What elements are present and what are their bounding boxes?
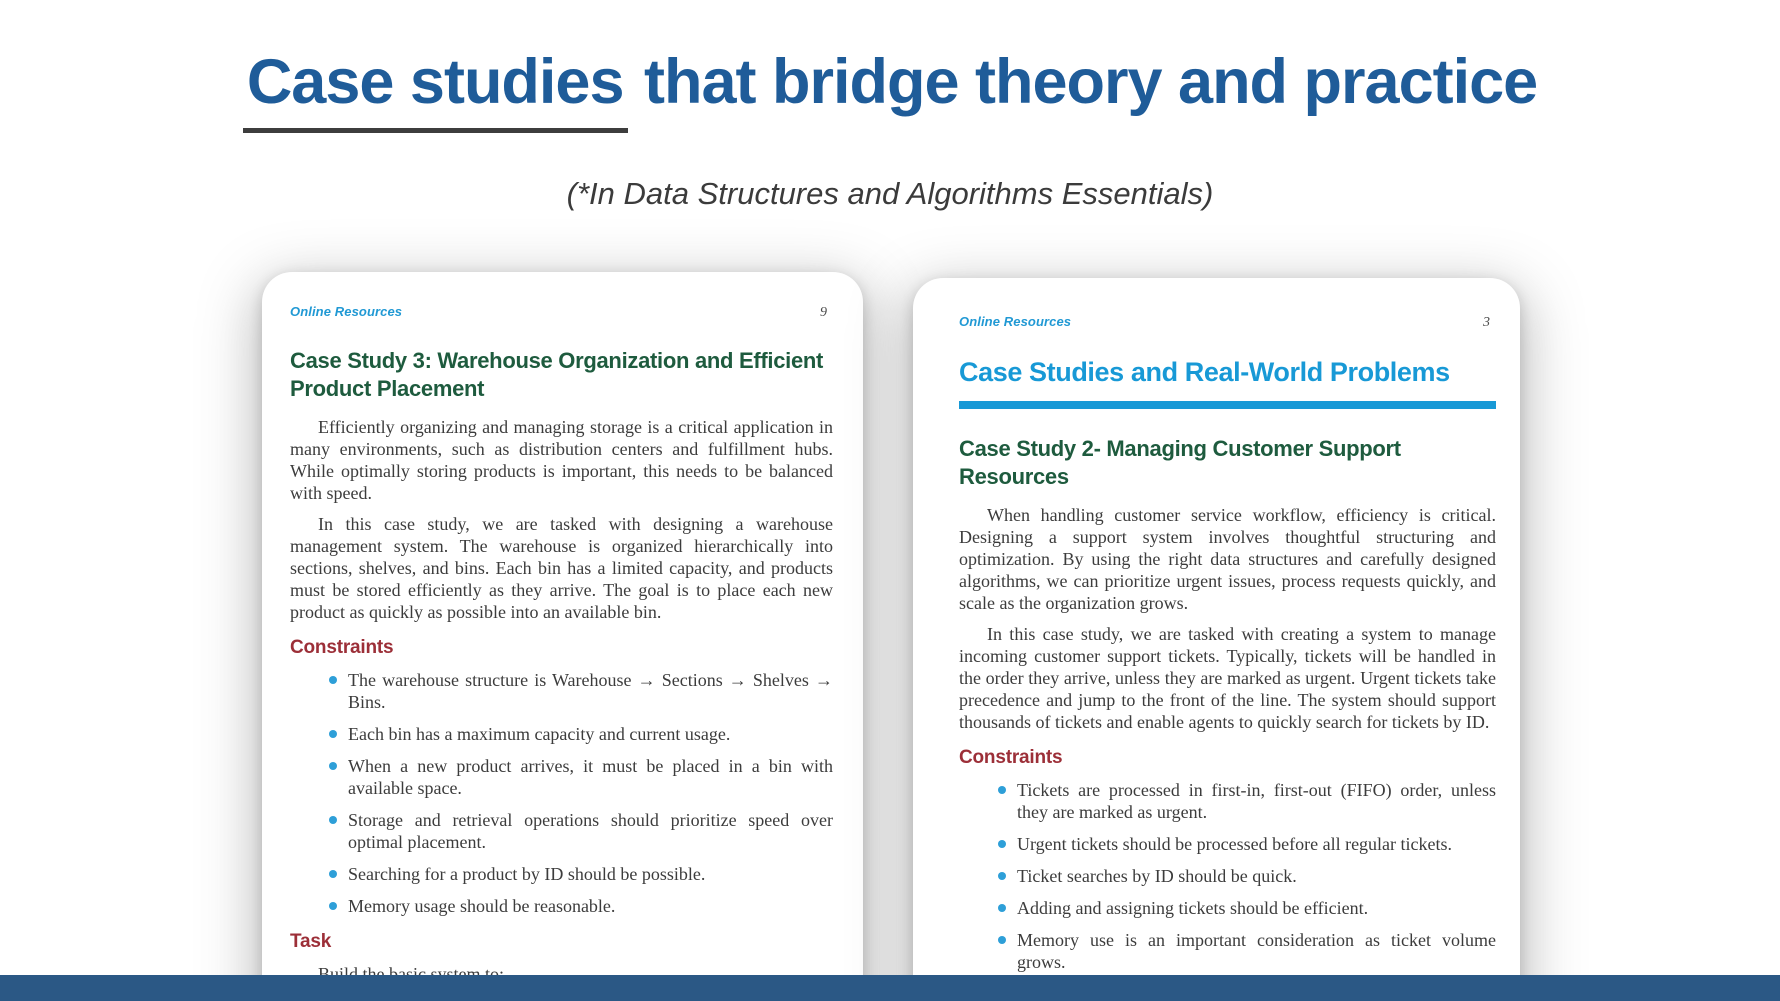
bullet-dot-icon [329, 816, 337, 824]
page-header [959, 314, 1496, 331]
book-page-left [262, 272, 863, 1001]
bullet-dot-icon [998, 840, 1006, 848]
book-page-right [913, 278, 1520, 1001]
body-text [290, 416, 833, 623]
bullet-dot-icon [998, 936, 1006, 944]
list-item [348, 863, 833, 885]
page-number: 3 [1483, 315, 1490, 330]
case-study-heading: Case Study 3: Warehouse Organization and Efficient Product Placement [290, 348, 824, 402]
list-item-text: Tickets are processed in first-in, first-out (FIFO) order, unless they are marked as urgent. [1017, 780, 1496, 823]
page-header [290, 304, 833, 321]
paragraph: In this case study, we are tasked with designing a warehouse management system. The warehouse is organized hierarchically into sections, shelves, and bins. Each bin has a limited capacity, and products must be stored efficiently as they arrive. The goal is to place each new product as quickly as possible into an available bin. [290, 514, 833, 623]
list-item [348, 723, 833, 745]
list-item [348, 895, 833, 917]
slide-title [0, 46, 1780, 133]
list-item-text: Storage and retrieval operations should prioritize speed over optimal placement. [348, 810, 833, 853]
list-item-text: The warehouse structure is Warehouse → Sections → Shelves → Bins. [348, 670, 833, 713]
list-item-text: Each bin has a maximum capacity and current usage. [348, 724, 731, 745]
list-item [348, 669, 833, 713]
paragraph: When handling customer service workflow, efficiency is critical. Designing a support system involves thoughtful structuring and optimization. By using the right data structures and carefully designed algorithms, we can prioritize urgent issues, process requests quickly, and scale as the organization grows. [959, 505, 1496, 614]
list-item [1017, 865, 1496, 887]
bullet-dot-icon [329, 762, 337, 770]
list-item-text: Searching for a product by ID should be possible. [348, 864, 706, 885]
running-head: Online Resources [290, 304, 403, 319]
constraints-heading: Constraints [959, 747, 1063, 769]
bullet-dot-icon [998, 872, 1006, 880]
footer-bar [0, 975, 1780, 1001]
body-text [959, 504, 1496, 733]
running-head: Online Resources [959, 314, 1072, 329]
page-number: 9 [820, 305, 827, 320]
list-item-text: When a new product arrives, it must be placed in a bin with available space. [348, 756, 833, 799]
slide-title-highlight: Case studies [243, 46, 628, 133]
list-item-text: Ticket searches by ID should be quick. [1017, 866, 1297, 887]
chapter-rule [959, 401, 1496, 409]
bullet-dot-icon [998, 904, 1006, 912]
list-item [348, 755, 833, 799]
constraints-heading: Constraints [290, 637, 394, 659]
slide-subtitle: (*In Data Structures and Algorithms Essentials) [566, 176, 1214, 211]
bullet-dot-icon [329, 870, 337, 878]
task-heading: Task [290, 931, 332, 953]
case-study-heading: Case Study 2- Managing Customer Support Resources [959, 436, 1401, 490]
constraints-list [959, 779, 1496, 973]
list-item [1017, 929, 1496, 973]
list-item [1017, 779, 1496, 823]
chapter-heading: Case Studies and Real-World Problems [959, 357, 1450, 387]
list-item-text: Adding and assigning tickets should be efficient. [1017, 898, 1369, 919]
list-item-text: Memory usage should be reasonable. [348, 896, 616, 917]
list-item [348, 809, 833, 853]
list-item [1017, 833, 1496, 855]
list-item-text: Urgent tickets should be processed before all regular tickets. [1017, 834, 1453, 855]
bullet-dot-icon [329, 730, 337, 738]
list-item-text: Memory use is an important consideration as ticket volume grows. [1017, 930, 1496, 973]
list-item [1017, 897, 1496, 919]
bullet-dot-icon [329, 676, 337, 684]
bullet-dot-icon [998, 786, 1006, 794]
paragraph: Efficiently organizing and managing storage is a critical application in many environments, such as distribution centers and fulfillment hubs. While optimally storing products is important, this needs to be balanced with speed. [290, 417, 833, 504]
slide-title-rest: that bridge theory and practice [627, 47, 1538, 117]
paragraph: In this case study, we are tasked with creating a system to manage incoming customer support tickets. Typically, tickets will be handled in the order they arrive, unless they are marked as urgent. Urgent tickets take precedence and jump to the front of the line. The system should support thousands of tickets and enable agents to quickly search for tickets by ID. [959, 624, 1496, 733]
constraints-list [290, 669, 833, 917]
bullet-dot-icon [329, 902, 337, 910]
